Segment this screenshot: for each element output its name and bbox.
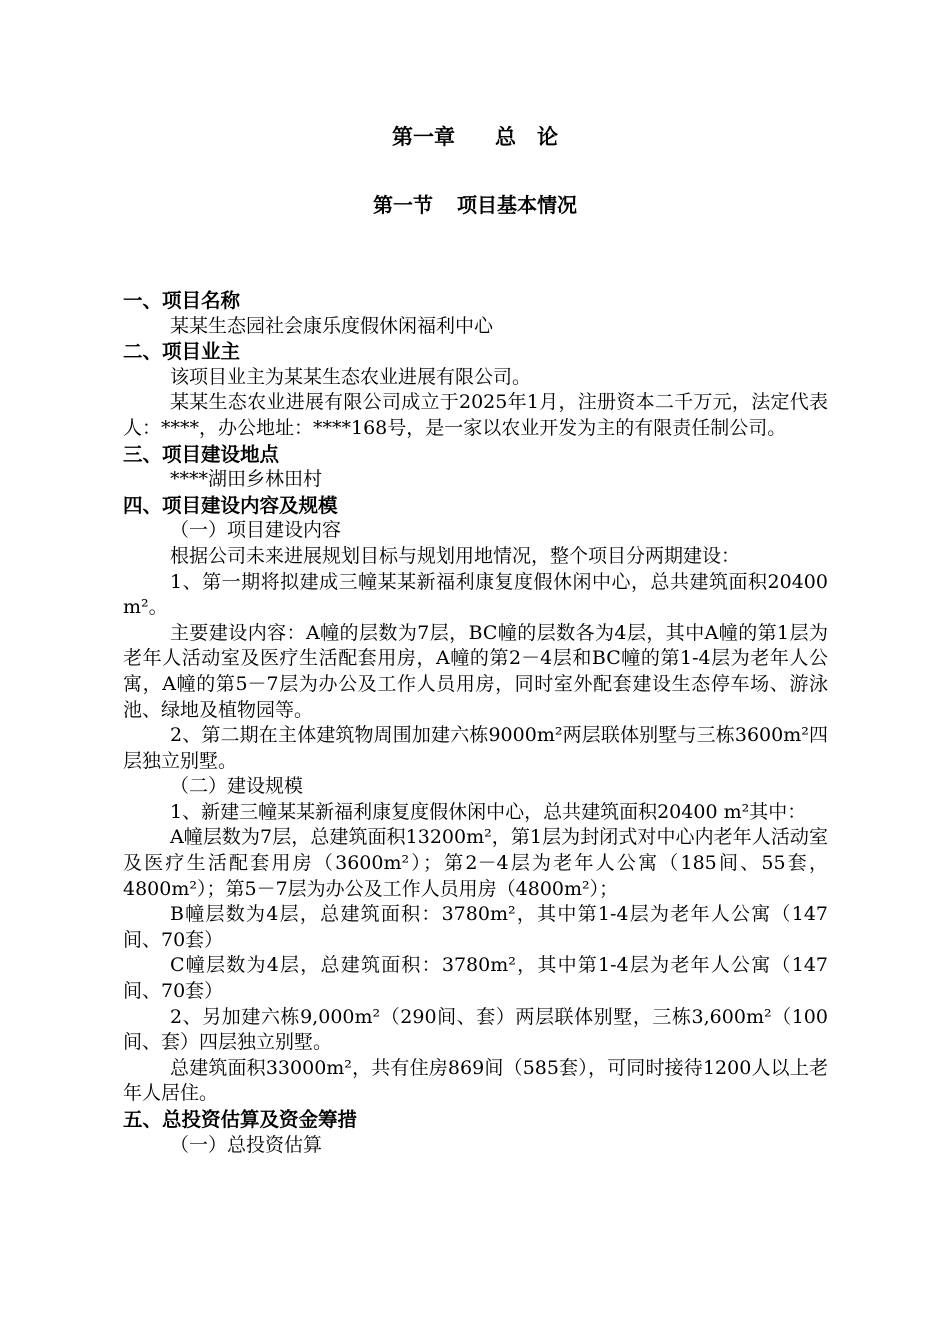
document-body	[123, 288, 828, 1158]
chapter-heading	[0, 122, 950, 152]
paragraph: 2、另加建六栋9,000m²（290间、套）两层联体别墅，三栋3,600m²（100间、套）四层独立别墅。	[123, 1005, 828, 1054]
heading-investment: 五、总投资估算及资金筹措	[123, 1108, 358, 1131]
section-title: 项目基本情况	[457, 193, 577, 217]
paragraph: ****湖田乡林田村	[170, 468, 323, 491]
subheading: （一）项目建设内容	[170, 519, 342, 542]
paragraph: 总建筑面积33000m²，共有住房869间（585套），可同时接待1200人以上老年人居住。	[123, 1056, 828, 1105]
heading-project-location: 三、项目建设地点	[123, 442, 280, 466]
paragraph: 某某生态农业进展有限公司成立于2025年1月，注册资本二千万元，法定代表人：****，办公地址：****168号，是一家以农业开发为主的有限责任制公司。	[123, 391, 828, 439]
paragraph: 主要建设内容：A幢的层数为7层，BC幢的层数各为4层，其中A幢的第1层为老年人活动室及医疗生活配套用房，A幢的第2－4层和BC幢的第1-4层为老年人公寓，A幢的第5－7层为办公及工作人员用房，同时室外配套建设生态停车场、游泳池、绿地及植物园等。	[123, 621, 828, 721]
chapter-label: 第一章	[392, 125, 455, 149]
paragraph: 该项目业主为某某生态农业进展有限公司。	[170, 365, 532, 388]
paragraph: 1、新建三幢某某新福利康复度假休闲中心，总共建筑面积20400 m²其中：	[170, 800, 807, 823]
paragraph: 某某生态园社会康乐度假休闲福利中心	[170, 314, 494, 337]
chapter-title: 总 论	[495, 125, 558, 149]
paragraph: 1、第一期将拟建成三幢某某新福利康复度假休闲中心，总共建筑面积20400 m²。	[123, 570, 828, 619]
paragraph: 根据公司未来进展规划目标与规划用地情况，整个项目分两期建设：	[170, 544, 741, 567]
subheading: （一）总投资估算	[170, 1133, 323, 1156]
paragraph: B幢层数为4层，总建筑面积：3780m²，其中第1-4层为老年人公寓（147间、70套）	[123, 903, 828, 951]
heading-project-name: 一、项目名称	[123, 289, 241, 312]
subheading: （二）建设规模	[170, 775, 304, 798]
heading-construction-scope: 四、项目建设内容及规模	[123, 493, 338, 517]
paragraph: A幢层数为7层，总建筑面积13200m²，第1层为封闭式对中心内老年人活动室及医疗生活配套用房（3600m²）；第2－4层为老年人公寓（185间、55套，4800m²）；第5－7层为办公及工作人员用房（4800m²）；	[123, 826, 828, 900]
section-heading	[0, 190, 950, 220]
heading-project-owner: 二、项目业主	[123, 340, 241, 364]
paragraph: 2、第二期在主体建筑物周围加建六栋9000m²两层联体别墅与三栋3600m²四层独立别墅。	[123, 724, 828, 772]
paragraph: C幢层数为4层，总建筑面积：3780m²，其中第1-4层为老年人公寓（147间、70套）	[123, 954, 828, 1003]
section-label: 第一节	[373, 193, 433, 217]
